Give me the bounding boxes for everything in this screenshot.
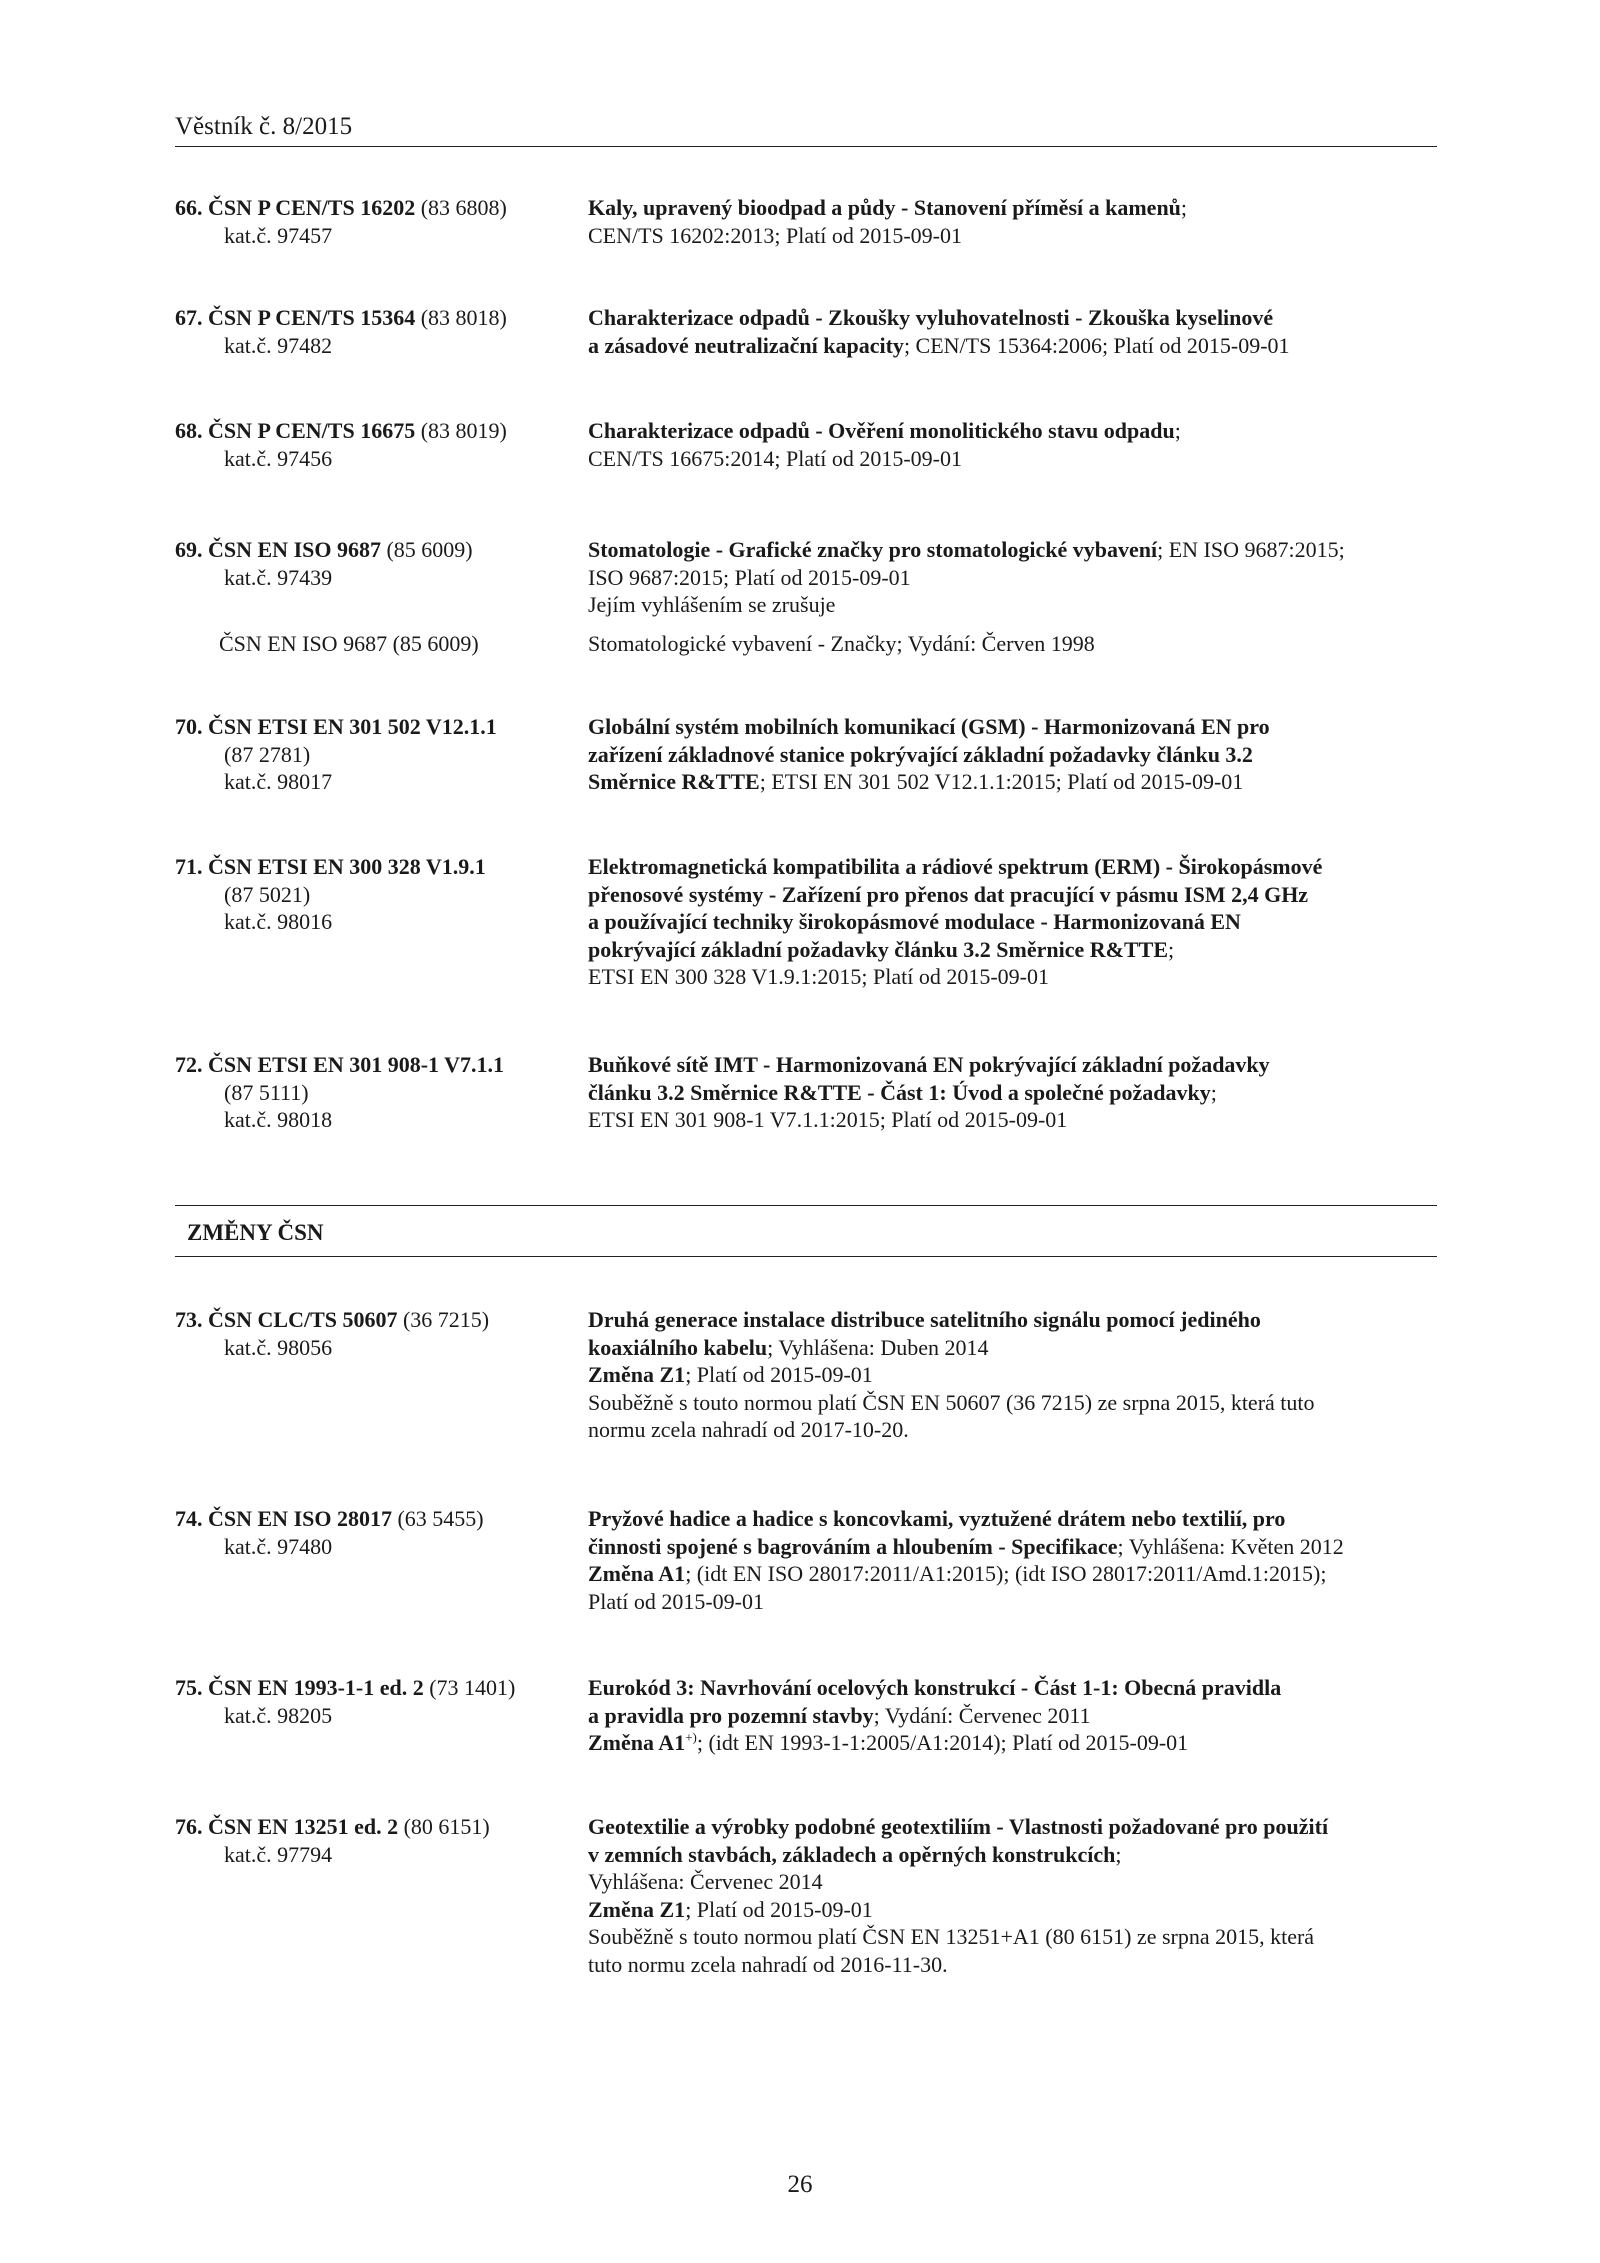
entry-title: Globální systém mobilních komunikací (GSM) - Harmonizovaná EN pro bbox=[588, 714, 1270, 739]
entry-title: Charakterizace odpadů - Zkoušky vyluhovatelnosti - Zkouška kyselinové bbox=[588, 305, 1274, 330]
entry-heading: 66. ČSN P CEN/TS 16202 (83 6808) bbox=[175, 195, 507, 220]
entry-title: Eurokód 3: Navrhování ocelových konstrukcí - Část 1-1: Obecná pravidla bbox=[588, 1675, 1282, 1700]
entry-heading: 67. ČSN P CEN/TS 15364 (83 8018) bbox=[175, 305, 507, 330]
cancelled-standard: ČSN EN ISO 9687 (85 6009) bbox=[219, 630, 479, 656]
entry-title: koaxiálního kabelu; Vyhlášena: Duben 2014 bbox=[588, 1334, 989, 1360]
catalog-number: kat.č. 98017 bbox=[224, 769, 333, 794]
entry-title: činnosti spojené s bagrováním a hloubením - Specifikace; Vyhlášena: Květen 2012 bbox=[588, 1533, 1344, 1559]
entry-74 bbox=[175, 1505, 1437, 1615]
amendment: Změna A1; (idt EN ISO 28017:2011/A1:2015); (idt ISO 28017:2011/Amd.1:2015); bbox=[588, 1561, 1327, 1586]
entry-detail: ETSI EN 301 908-1 V7.1.1:2015; Platí od 2015-09-01 bbox=[588, 1107, 1068, 1132]
entry-title: Kaly, upravený bioodpad a půdy - Stanovení příměsí a kamenů; bbox=[588, 195, 1188, 220]
page-number: 26 bbox=[787, 2171, 813, 2198]
entry-detail: Platí od 2015-09-01 bbox=[588, 1588, 764, 1614]
entry-73 bbox=[175, 1306, 1437, 1444]
cancelled-standard-title: Stomatologické vybavení - Značky; Vydání: Červen 1998 bbox=[588, 630, 1095, 656]
entry-heading: 70. ČSN ETSI EN 301 502 V12.1.1 bbox=[175, 714, 497, 739]
entry-heading: 72. ČSN ETSI EN 301 908-1 V7.1.1 bbox=[175, 1052, 505, 1077]
entry-title: Geotextilie a výrobky podobné geotextiliím - Vlastnosti požadované pro použití bbox=[588, 1814, 1329, 1839]
section-rule-top bbox=[175, 1205, 1437, 1206]
header-title: Věstník č. 8/2015 bbox=[175, 113, 353, 140]
entry-heading: 68. ČSN P CEN/TS 16675 (83 8019) bbox=[175, 418, 507, 443]
entry-title: a pravidla pro pozemní stavby; Vydání: Červenec 2011 bbox=[588, 1702, 1091, 1728]
entry-title: článku 3.2 Směrnice R&TTE - Část 1: Úvod a společné požadavky; bbox=[588, 1079, 1217, 1105]
entry-heading: 74. ČSN EN ISO 28017 (63 5455) bbox=[175, 1506, 484, 1531]
entry-note: tuto normu zcela nahradí od 2016-11-30. bbox=[588, 1951, 948, 1977]
entry-title: Pryžové hadice a hadice s koncovkami, vyztužené drátem nebo textilií, pro bbox=[588, 1506, 1286, 1531]
catalog-number: kat.č. 97456 bbox=[224, 445, 333, 471]
entry-detail: Směrnice R&TTE; ETSI EN 301 502 V12.1.1:2015; Platí od 2015-09-01 bbox=[588, 769, 1244, 794]
entry-title: Charakterizace odpadů - Ověření monolitického stavu odpadu; bbox=[588, 418, 1181, 443]
entry-68 bbox=[175, 417, 1437, 472]
catalog-number: kat.č. 97794 bbox=[224, 1841, 333, 1867]
entry-title: a používající techniky širokopásmové modulace - Harmonizovaná EN bbox=[588, 909, 1241, 934]
entry-detail: Vyhlášena: Červenec 2014 bbox=[588, 1869, 823, 1894]
section-rule-bottom bbox=[175, 1256, 1437, 1257]
catalog-number: kat.č. 97439 bbox=[224, 564, 333, 590]
entry-71 bbox=[175, 853, 1437, 991]
entry-heading: 76. ČSN EN 13251 ed. 2 (80 6151) bbox=[175, 1814, 490, 1839]
catalog-number: kat.č. 98205 bbox=[224, 1702, 333, 1728]
entry-title: Stomatologie - Grafické značky pro stomatologické vybavení; EN ISO 9687:2015; bbox=[588, 537, 1345, 562]
catalog-number: kat.č. 98018 bbox=[224, 1107, 333, 1132]
header-rule bbox=[175, 146, 1437, 147]
entry-detail: a zásadové neutralizační kapacity; CEN/TS 15364:2006; Platí od 2015-09-01 bbox=[588, 332, 1290, 358]
entry-title: Buňkové sítě IMT - Harmonizovaná EN pokrývající základní požadavky bbox=[588, 1052, 1270, 1077]
entry-heading: 73. ČSN CLC/TS 50607 (36 7215) bbox=[175, 1307, 490, 1332]
entry-70 bbox=[175, 713, 1437, 796]
catalog-number: kat.č. 97457 bbox=[224, 222, 333, 248]
catalog-number: kat.č. 98056 bbox=[224, 1334, 333, 1360]
entry-note: normu zcela nahradí od 2017-10-20. bbox=[588, 1417, 909, 1442]
catalog-number: kat.č. 97482 bbox=[224, 332, 333, 358]
entry-title: Druhá generace instalace distribuce satelitního signálu pomocí jediného bbox=[588, 1307, 1261, 1332]
amendment: Změna A1+); (idt EN 1993-1-1:2005/A1:2014); Platí od 2015-09-01 bbox=[588, 1729, 1189, 1755]
entry-69 bbox=[175, 536, 1437, 657]
amendment: Změna Z1; Platí od 2015-09-01 bbox=[588, 1896, 873, 1922]
entry-title: pokrývající základní požadavky článku 3.2 Směrnice R&TTE; bbox=[588, 936, 1175, 962]
amendment: Změna Z1; Platí od 2015-09-01 bbox=[588, 1362, 873, 1387]
entry-heading: 75. ČSN EN 1993-1-1 ed. 2 (73 1401) bbox=[175, 1675, 516, 1700]
entry-detail: CEN/TS 16202:2013; Platí od 2015-09-01 bbox=[588, 222, 962, 248]
entry-66 bbox=[175, 194, 1437, 249]
entry-76 bbox=[175, 1813, 1437, 1978]
catalog-number: kat.č. 97480 bbox=[224, 1533, 333, 1559]
entry-note: Souběžně s touto normou platí ČSN EN 50607 (36 7215) ze srpna 2015, která tuto bbox=[588, 1389, 1315, 1415]
entry-67 bbox=[175, 304, 1437, 359]
entry-title: zařízení základnové stanice pokrývající základní požadavky článku 3.2 bbox=[588, 741, 1253, 767]
entry-note: Jejím vyhlášením se zrušuje bbox=[588, 592, 836, 617]
entry-72 bbox=[175, 1051, 1437, 1134]
entry-title: přenosové systémy - Zařízení pro přenos dat pracující v pásmu ISM 2,4 GHz bbox=[588, 881, 1309, 907]
catalog-number: kat.č. 98016 bbox=[224, 909, 333, 934]
classification: (87 5021) bbox=[224, 881, 311, 907]
classification: (87 2781) bbox=[224, 741, 311, 767]
entry-detail: CEN/TS 16675:2014; Platí od 2015-09-01 bbox=[588, 445, 962, 471]
entry-heading: 69. ČSN EN ISO 9687 (85 6009) bbox=[175, 537, 473, 562]
entry-title: v zemních stavbách, základech a opěrných konstrukcích; bbox=[588, 1841, 1122, 1867]
entry-note: Souběžně s touto normou platí ČSN EN 13251+A1 (80 6151) ze srpna 2015, která bbox=[588, 1924, 1315, 1949]
footnote-mark: +) bbox=[685, 1729, 697, 1745]
section-title: ZMĚNY ČSN bbox=[187, 1220, 324, 1245]
entry-heading: 71. ČSN ETSI EN 300 328 V1.9.1 bbox=[175, 854, 486, 879]
entry-detail: ETSI EN 300 328 V1.9.1:2015; Platí od 2015-09-01 bbox=[588, 964, 1049, 989]
entry-75 bbox=[175, 1674, 1437, 1757]
entry-title: Elektromagnetická kompatibilita a rádiové spektrum (ERM) - Širokopásmové bbox=[588, 854, 1323, 879]
classification: (87 5111) bbox=[224, 1079, 309, 1105]
entry-detail: ISO 9687:2015; Platí od 2015-09-01 bbox=[588, 564, 911, 590]
